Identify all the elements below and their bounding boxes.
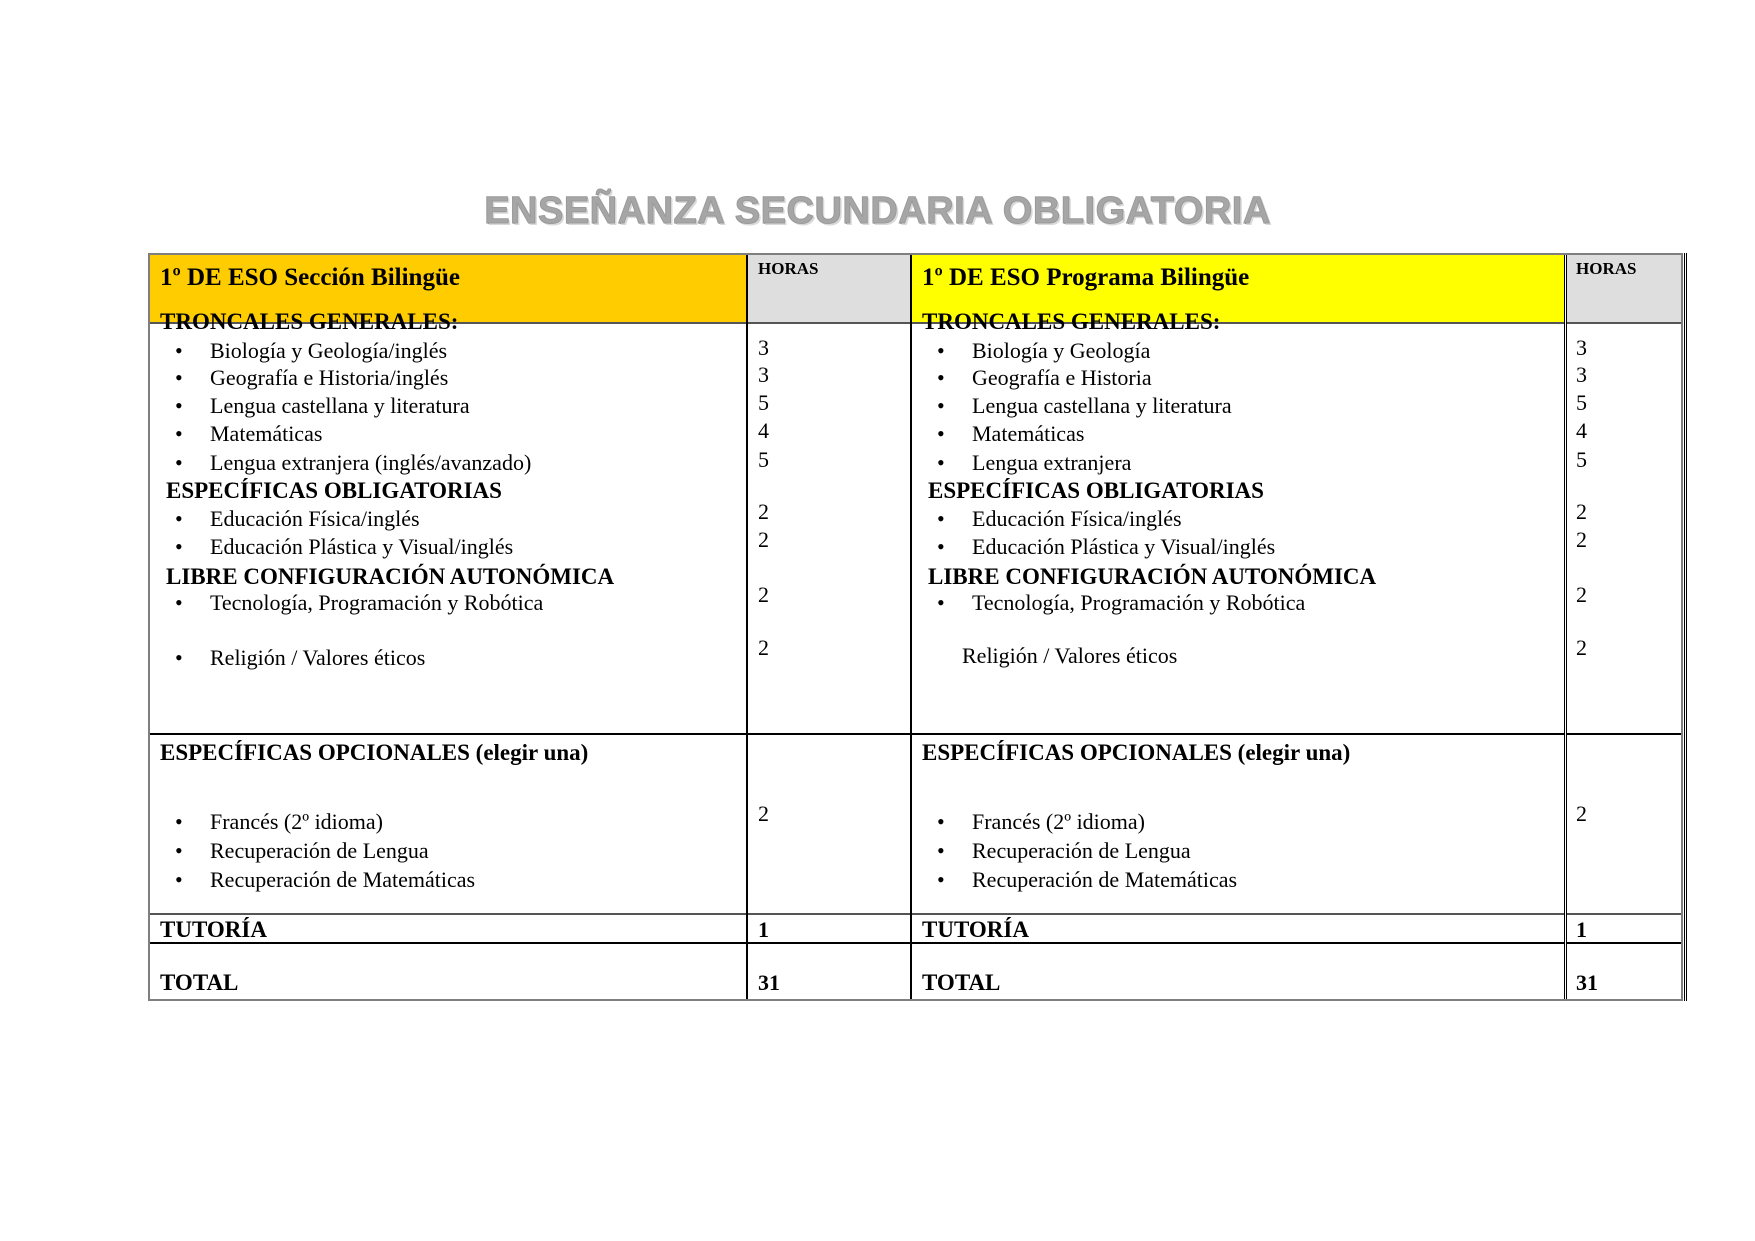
- hours-value: 2: [758, 527, 769, 552]
- tutoria-hours: 1: [1576, 917, 1587, 942]
- subject-item: Francés (2º idioma): [972, 809, 1145, 834]
- row-divider: [150, 942, 1681, 944]
- bullet-icon: •: [175, 421, 183, 446]
- bullet-icon: •: [937, 590, 945, 615]
- page-title: ENSEÑANZA SECUNDARIA OBLIGATORIA: [484, 190, 1271, 232]
- hours-value: 3: [758, 362, 769, 387]
- subject-item: Matemáticas: [210, 421, 323, 446]
- curriculum-table: [148, 253, 1683, 1001]
- column-divider: [910, 255, 912, 999]
- bullet-icon: •: [175, 838, 183, 863]
- row-divider: [150, 913, 1681, 915]
- hours-value: 2: [758, 582, 769, 607]
- hours-value: 4: [1576, 418, 1587, 443]
- subject-item: Recuperación de Matemáticas: [972, 867, 1238, 892]
- subject-item: Lengua castellana y literatura: [210, 393, 470, 418]
- bullet-icon: •: [937, 838, 945, 863]
- bullet-icon: •: [175, 645, 183, 670]
- column-divider: [746, 255, 748, 999]
- bullet-icon: •: [937, 809, 945, 834]
- table-right-border: [1684, 253, 1687, 1001]
- subject-item: Matemáticas: [972, 421, 1085, 446]
- section-troncales: TRONCALES GENERALES:: [922, 309, 1221, 334]
- tutoria-hours: 1: [758, 917, 769, 942]
- bullet-icon: •: [175, 534, 183, 559]
- hours-value: 2: [1576, 801, 1587, 826]
- subject-item: Lengua castellana y literatura: [972, 393, 1232, 418]
- hours-value: 3: [1576, 362, 1587, 387]
- subject-item: Tecnología, Programación y Robótica: [972, 590, 1306, 615]
- horas-label-left: HORAS: [758, 259, 819, 278]
- subject-item: Recuperación de Lengua: [210, 838, 429, 863]
- section-libre-configuracion: LIBRE CONFIGURACIÓN AUTONÓMICA: [928, 564, 1377, 589]
- bullet-icon: •: [175, 809, 183, 834]
- hours-value: 5: [758, 447, 769, 472]
- bullet-icon: •: [175, 506, 183, 531]
- section-libre-configuracion: LIBRE CONFIGURACIÓN AUTONÓMICA: [166, 564, 615, 589]
- row-total-label: TOTAL: [160, 970, 239, 995]
- subject-item: Lengua extranjera: [972, 450, 1132, 475]
- bullet-icon: •: [937, 421, 945, 446]
- hours-value: 5: [758, 390, 769, 415]
- hours-value: 3: [758, 335, 769, 360]
- hours-value: 3: [1576, 335, 1587, 360]
- hours-value: 2: [758, 635, 769, 660]
- section-especificas-obligatorias: ESPECÍFICAS OBLIGATORIAS: [166, 478, 502, 503]
- subject-item: Geografía e Historia: [972, 365, 1152, 390]
- bullet-icon: •: [937, 867, 945, 892]
- subject-item: Biología y Geología: [972, 338, 1151, 363]
- bullet-icon: •: [175, 365, 183, 390]
- bullet-icon: •: [937, 338, 945, 363]
- hours-value: 5: [1576, 390, 1587, 415]
- column-divider: [1564, 255, 1567, 999]
- bullet-icon: •: [175, 867, 183, 892]
- section-especificas-opcionales: ESPECÍFICAS OPCIONALES (elegir una): [922, 740, 1351, 765]
- hours-value: 4: [758, 418, 769, 443]
- total-hours: 31: [758, 970, 780, 995]
- hours-value: 5: [1576, 447, 1587, 472]
- subject-item: Tecnología, Programación y Robótica: [210, 590, 544, 615]
- row-tutoria-label: TUTORÍA: [922, 917, 1029, 942]
- hours-value: 2: [758, 499, 769, 524]
- section-especificas-obligatorias: ESPECÍFICAS OBLIGATORIAS: [928, 478, 1264, 503]
- section-troncales: TRONCALES GENERALES:: [160, 309, 459, 334]
- hours-value: 2: [758, 801, 769, 826]
- section-especificas-opcionales: ESPECÍFICAS OPCIONALES (elegir una): [160, 740, 589, 765]
- subject-item: Educación Plástica y Visual/inglés: [972, 534, 1276, 559]
- hours-value: 2: [1576, 635, 1587, 660]
- hours-value: 2: [1576, 582, 1587, 607]
- header-right-title: 1º DE ESO Programa Bilingüe: [922, 264, 1250, 291]
- bullet-icon: •: [937, 365, 945, 390]
- bullet-icon: •: [175, 590, 183, 615]
- horas-label-right: HORAS: [1576, 259, 1637, 278]
- subject-item: Lengua extranjera (inglés/avanzado): [210, 450, 532, 475]
- bullet-icon: •: [937, 393, 945, 418]
- subject-item: Recuperación de Matemáticas: [210, 867, 476, 892]
- bullet-icon: •: [937, 450, 945, 475]
- subject-item: Recuperación de Lengua: [972, 838, 1191, 863]
- subject-item: Educación Física/inglés: [972, 506, 1182, 531]
- subject-item: Biología y Geología/inglés: [210, 338, 448, 363]
- header-left-title: 1º DE ESO Sección Bilingüe: [160, 264, 460, 291]
- subject-item: Francés (2º idioma): [210, 809, 383, 834]
- hours-value: 2: [1576, 499, 1587, 524]
- subject-item-religion: Religión / Valores éticos: [210, 645, 426, 670]
- header-right-horas: [1566, 255, 1681, 322]
- row-tutoria-label: TUTORÍA: [160, 917, 267, 942]
- row-total-label: TOTAL: [922, 970, 1001, 995]
- subject-item: Educación Plástica y Visual/inglés: [210, 534, 514, 559]
- bullet-icon: •: [175, 338, 183, 363]
- bullet-icon: •: [175, 393, 183, 418]
- subject-item-religion: Religión / Valores éticos: [962, 643, 1178, 668]
- row-divider: [150, 733, 1681, 735]
- bullet-icon: •: [175, 450, 183, 475]
- bullet-icon: •: [937, 506, 945, 531]
- hours-value: 2: [1576, 527, 1587, 552]
- header-left-horas: [748, 255, 910, 322]
- total-hours: 31: [1576, 970, 1598, 995]
- bullet-icon: •: [937, 534, 945, 559]
- subject-item: Geografía e Historia/inglés: [210, 365, 449, 390]
- subject-item: Educación Física/inglés: [210, 506, 420, 531]
